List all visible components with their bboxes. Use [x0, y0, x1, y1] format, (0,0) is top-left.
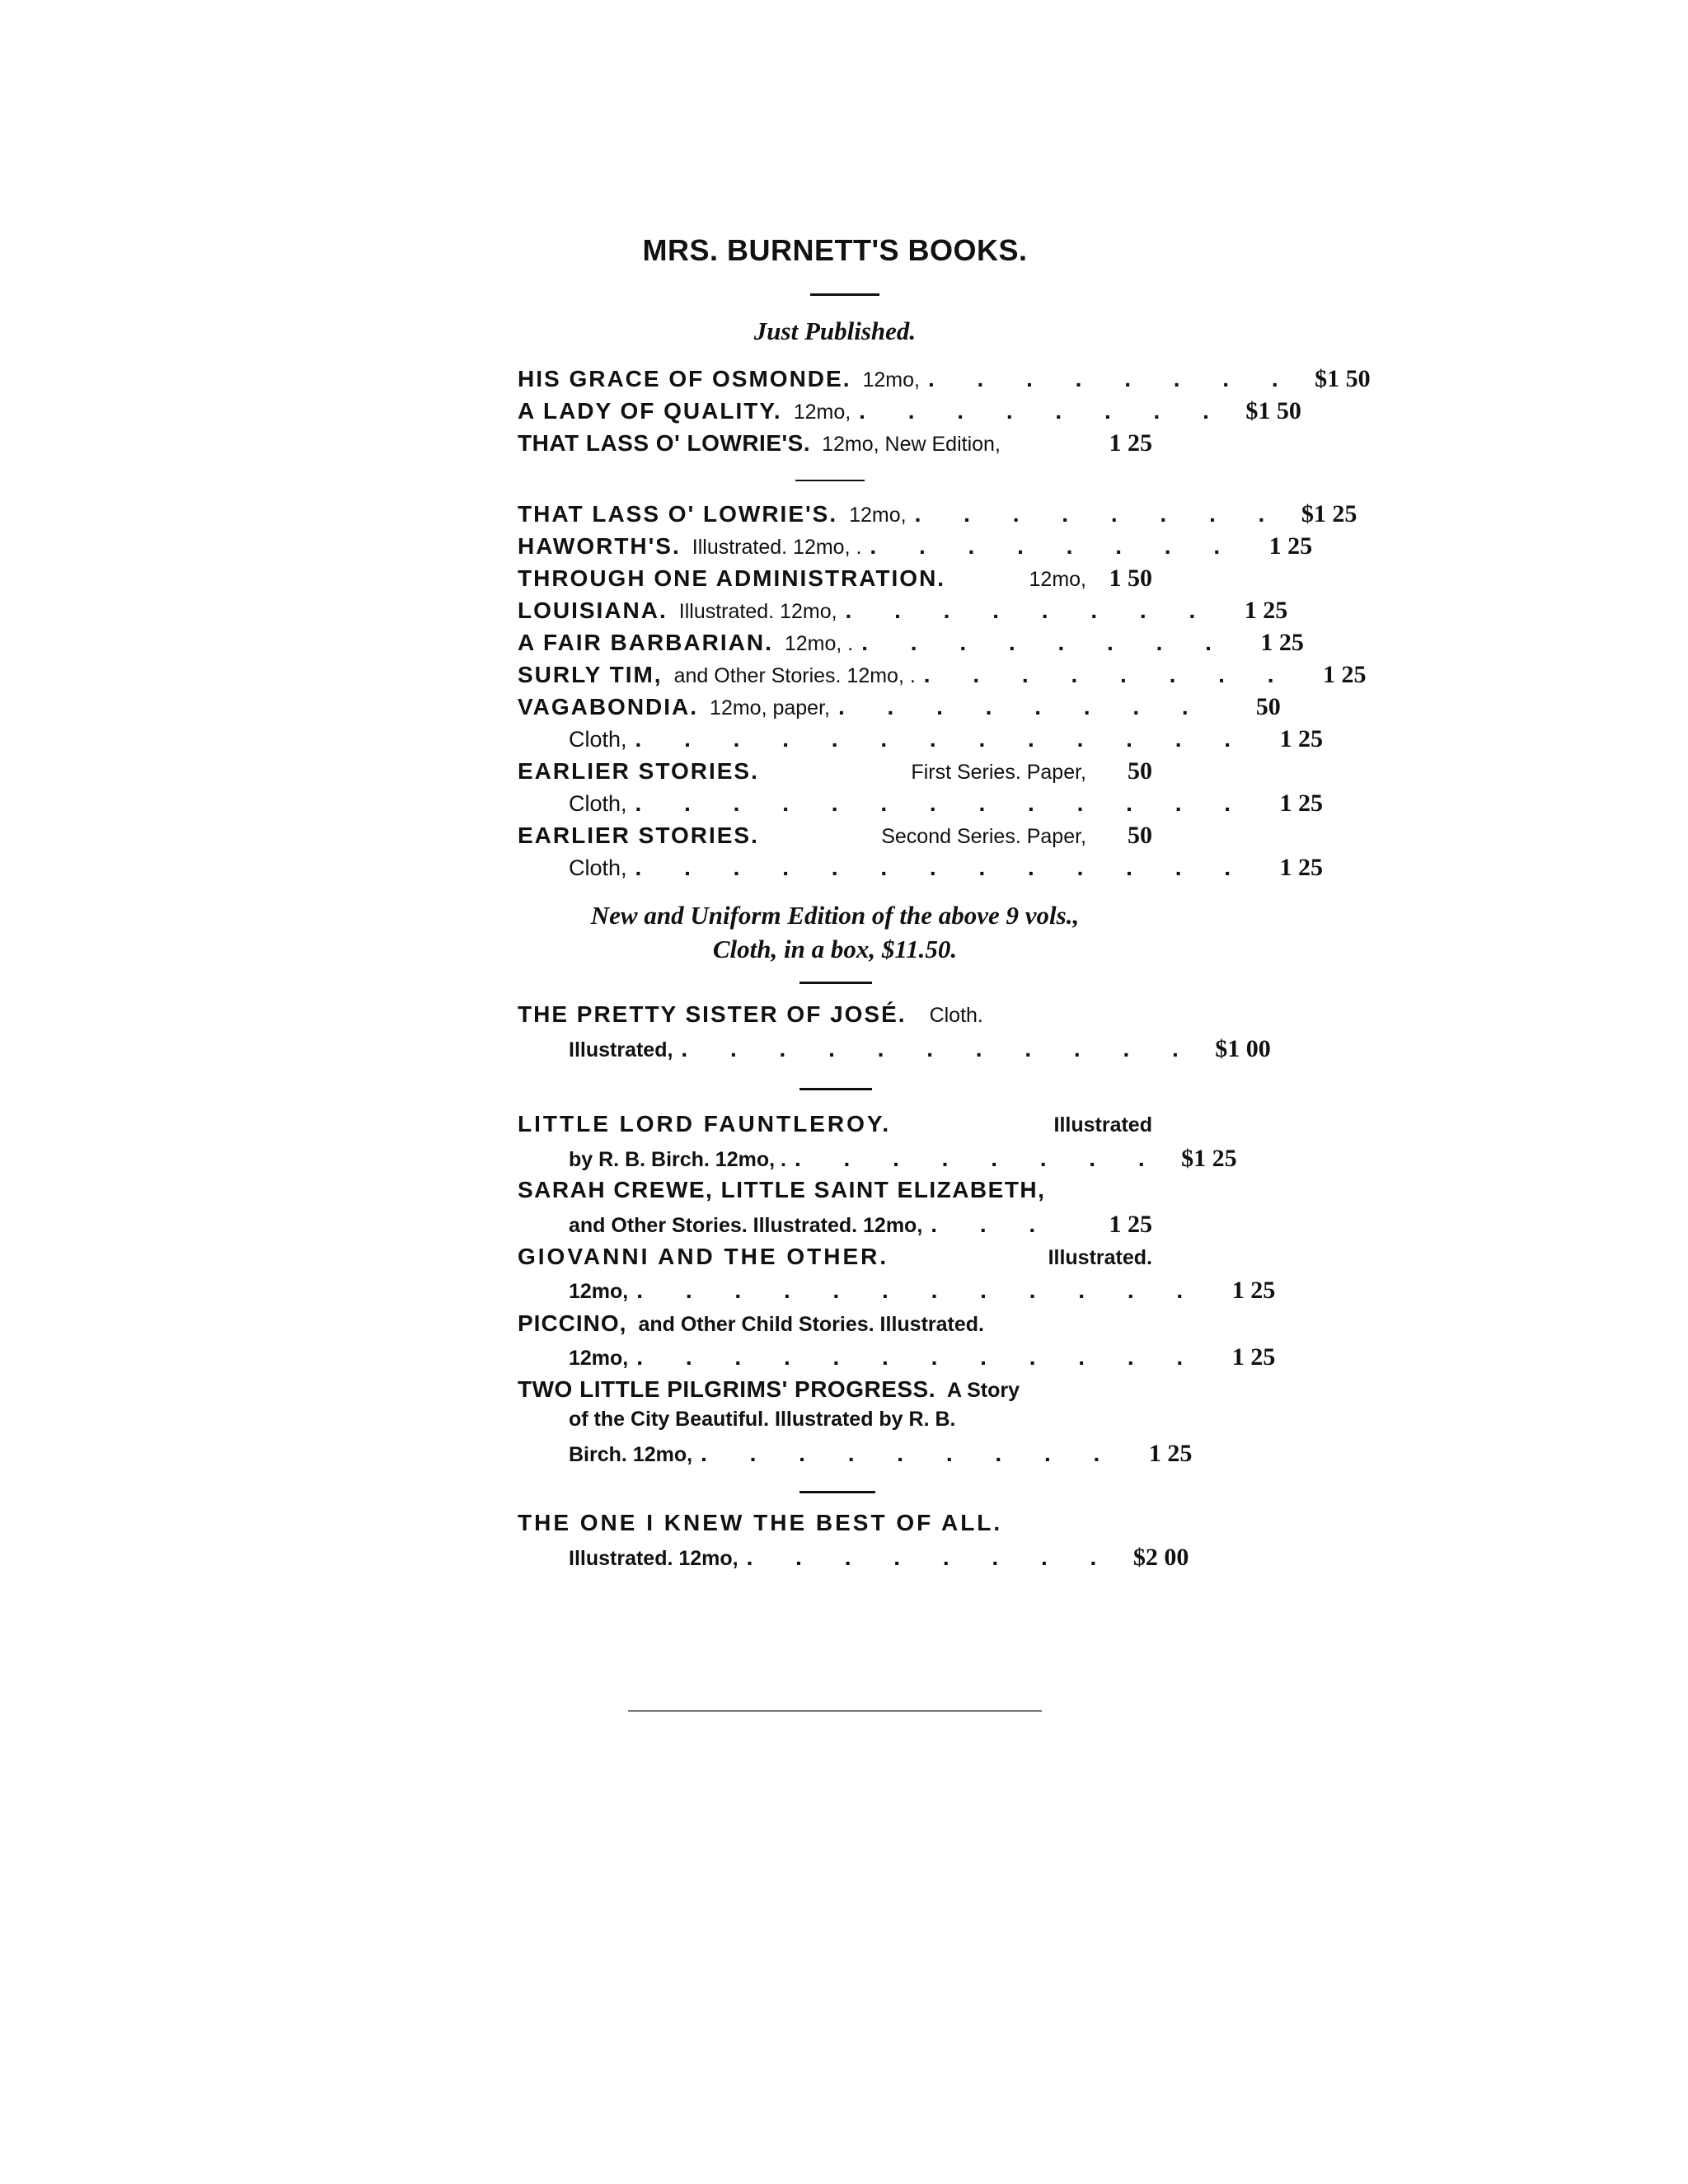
book-entry — [518, 629, 1304, 662]
book-format: and Other Stories. Illustrated. 12mo, — [569, 1214, 923, 1237]
book-format: Illustrated. 12mo, — [569, 1547, 738, 1570]
dot-leader: . . . — [931, 1212, 1054, 1237]
book-title: PICCINO, — [518, 1310, 627, 1336]
book-entry — [518, 854, 1324, 887]
book-format: Illustrated. — [1048, 1246, 1152, 1269]
book-price: $1 50 — [1315, 365, 1371, 392]
book-format: 12mo, — [849, 504, 907, 527]
book-format: 12mo, New Edition, — [822, 433, 1001, 456]
book-entry — [518, 725, 1324, 758]
book-entry — [518, 565, 1152, 598]
book-format: First Series. Paper, — [911, 761, 1086, 784]
book-price: 1 25 — [1279, 854, 1324, 881]
book-format: of the City Beautiful. Illustrated by R. B. — [569, 1408, 956, 1431]
divider — [799, 1491, 875, 1493]
page-bottom-rule — [628, 1710, 1042, 1712]
book-entry — [518, 365, 1371, 398]
book-price: $2 00 — [1132, 1544, 1189, 1571]
book-entry — [518, 757, 1152, 790]
book-entry — [518, 1244, 1152, 1277]
book-price: 1 25 — [1148, 1440, 1193, 1467]
book-price: $1 00 — [1215, 1035, 1271, 1062]
book-entry — [518, 1111, 1152, 1144]
book-title: THE ONE I KNEW THE BEST OF ALL. — [518, 1510, 1003, 1535]
divider — [799, 1088, 872, 1090]
dot-leader: . . . . . . . . . — [701, 1441, 1118, 1466]
dot-leader: . . . . . . . . — [923, 662, 1292, 687]
book-entry-continued — [518, 1035, 1271, 1068]
dot-leader: . . . . . . . . . . . . . — [635, 855, 1250, 880]
book-price: $1 25 — [1301, 500, 1357, 527]
book-format: Cloth. — [929, 1004, 983, 1027]
book-entry-continued — [518, 1343, 1276, 1376]
book-format: Illustrated. 12mo, — [678, 600, 837, 623]
dot-leader: . . . . . . . . . . . . . — [635, 726, 1250, 752]
book-format: 12mo, — [569, 1280, 629, 1303]
book-entry — [518, 500, 1357, 533]
dot-leader: . . . . . . . . — [845, 598, 1214, 623]
book-format: A Story — [947, 1379, 1020, 1402]
dot-leader: . . . . . . . . — [859, 398, 1227, 424]
book-entry-continued — [518, 1145, 1237, 1178]
dot-leader: . . . . . . . . — [746, 1544, 1115, 1570]
book-price: 1 25 — [1323, 661, 1367, 688]
book-entry — [518, 532, 1313, 565]
page-title: MRS. BURNETT'S BOOKS. — [642, 233, 1028, 267]
book-title: HIS GRACE OF OSMONDE. — [518, 366, 851, 391]
book-binding: Cloth, — [569, 727, 627, 752]
book-format: by R. B. Birch. 12mo, . — [569, 1148, 786, 1171]
book-format: Illustrated, — [569, 1038, 673, 1062]
book-entry-continued — [518, 1277, 1276, 1310]
book-format: and Other Child Stories. Illustrated. — [638, 1313, 984, 1336]
book-price: 1 25 — [1279, 725, 1324, 752]
book-title: EARLIER STORIES. — [518, 758, 759, 784]
book-price: 1 25 — [1279, 790, 1324, 817]
book-price: 50 — [1255, 693, 1281, 720]
book-title: THE PRETTY SISTER OF JOSÉ. — [518, 1001, 907, 1027]
book-format: Illustrated — [1053, 1113, 1152, 1137]
book-price: 1 25 — [1109, 429, 1152, 457]
book-format: 12mo, — [1029, 568, 1086, 591]
book-format: 12mo, paper, — [710, 696, 830, 719]
book-title: VAGABONDIA. — [518, 694, 699, 719]
book-title: SURLY TIM, — [518, 662, 663, 687]
book-entry — [518, 661, 1367, 694]
book-price: 1 25 — [1109, 1211, 1152, 1238]
book-format: Second Series. Paper, — [881, 825, 1086, 848]
dot-leader: . . . . . . . . — [914, 501, 1283, 527]
book-entry — [518, 1510, 1152, 1543]
book-price: $1 50 — [1245, 397, 1301, 424]
book-price: 1 25 — [1231, 1277, 1276, 1304]
book-entry — [518, 1001, 1152, 1034]
section-subtitle: Just Published. — [753, 316, 917, 345]
dot-leader: . . . . . . . . . . . — [681, 1036, 1197, 1062]
book-title: THAT LASS O' LOWRIE'S. — [518, 501, 838, 527]
divider — [810, 293, 879, 296]
book-price: 1 25 — [1268, 532, 1313, 560]
book-price: 1 25 — [1231, 1343, 1276, 1371]
book-entry-continued — [518, 1544, 1189, 1577]
book-entry — [518, 1310, 1152, 1343]
book-entry — [518, 693, 1281, 726]
book-entry — [518, 597, 1288, 630]
book-price: 1 50 — [1109, 565, 1152, 592]
book-entry — [518, 1376, 1152, 1409]
book-entry-continued — [518, 1211, 1152, 1244]
dot-leader: . . . . . . . . — [870, 533, 1239, 559]
dot-leader: . . . . . . . . — [927, 366, 1296, 391]
book-format: 12mo, — [793, 401, 851, 424]
edition-note: New and Uniform Edition of the above 9 vols., — [590, 901, 1080, 930]
book-format: Illustrated. 12mo, . — [692, 536, 862, 559]
book-title: A LADY OF QUALITY. — [518, 398, 782, 424]
book-entry-continued — [518, 1408, 1152, 1441]
book-title: THAT LASS O' LOWRIE'S. — [518, 430, 811, 456]
book-title: EARLIER STORIES. — [518, 823, 759, 848]
book-format: 12mo, . — [784, 632, 854, 655]
book-binding: Cloth, — [569, 791, 627, 816]
book-entry — [518, 822, 1152, 855]
book-title: A FAIR BARBARIAN. — [518, 630, 773, 655]
book-price: 50 — [1128, 757, 1152, 785]
dot-leader: . . . . . . . . — [837, 694, 1207, 719]
book-entry — [518, 1177, 1152, 1210]
edition-note-price: Cloth, in a box, $11.50. — [712, 935, 958, 963]
book-title: LITTLE LORD FAUNTLEROY. — [518, 1111, 892, 1137]
dot-leader: . . . . . . . . — [861, 630, 1230, 655]
book-price: 1 25 — [1244, 597, 1288, 624]
divider — [795, 480, 865, 481]
book-title: TWO LITTLE PILGRIMS' PROGRESS. — [518, 1376, 935, 1402]
book-entry — [518, 397, 1301, 430]
book-format: Birch. 12mo, — [569, 1443, 693, 1466]
dot-leader: . . . . . . . . — [794, 1146, 1163, 1171]
book-title: SARAH CREWE, LITTLE SAINT ELIZABETH, — [518, 1177, 1046, 1202]
book-price: $1 25 — [1181, 1145, 1237, 1172]
dot-leader: . . . . . . . . . . . . — [636, 1277, 1202, 1303]
book-entry-continued — [518, 1440, 1193, 1473]
book-title: HAWORTH'S. — [518, 533, 681, 559]
book-format: and Other Stories. 12mo, . — [673, 664, 916, 687]
book-price: 50 — [1128, 822, 1152, 849]
book-format: 12mo, — [569, 1347, 629, 1370]
book-entry — [518, 429, 1152, 462]
dot-leader: . . . . . . . . . . . . — [636, 1344, 1202, 1370]
book-entry — [518, 790, 1324, 823]
book-title: GIOVANNI AND THE OTHER. — [518, 1244, 889, 1269]
book-format: 12mo, — [862, 368, 920, 391]
book-title: THROUGH ONE ADMINISTRATION. — [518, 565, 946, 591]
book-price: 1 25 — [1260, 629, 1304, 656]
book-title: LOUISIANA. — [518, 598, 668, 623]
dot-leader: . . . . . . . . . . . . . — [635, 790, 1250, 816]
book-binding: Cloth, — [569, 855, 627, 880]
divider — [799, 982, 872, 984]
